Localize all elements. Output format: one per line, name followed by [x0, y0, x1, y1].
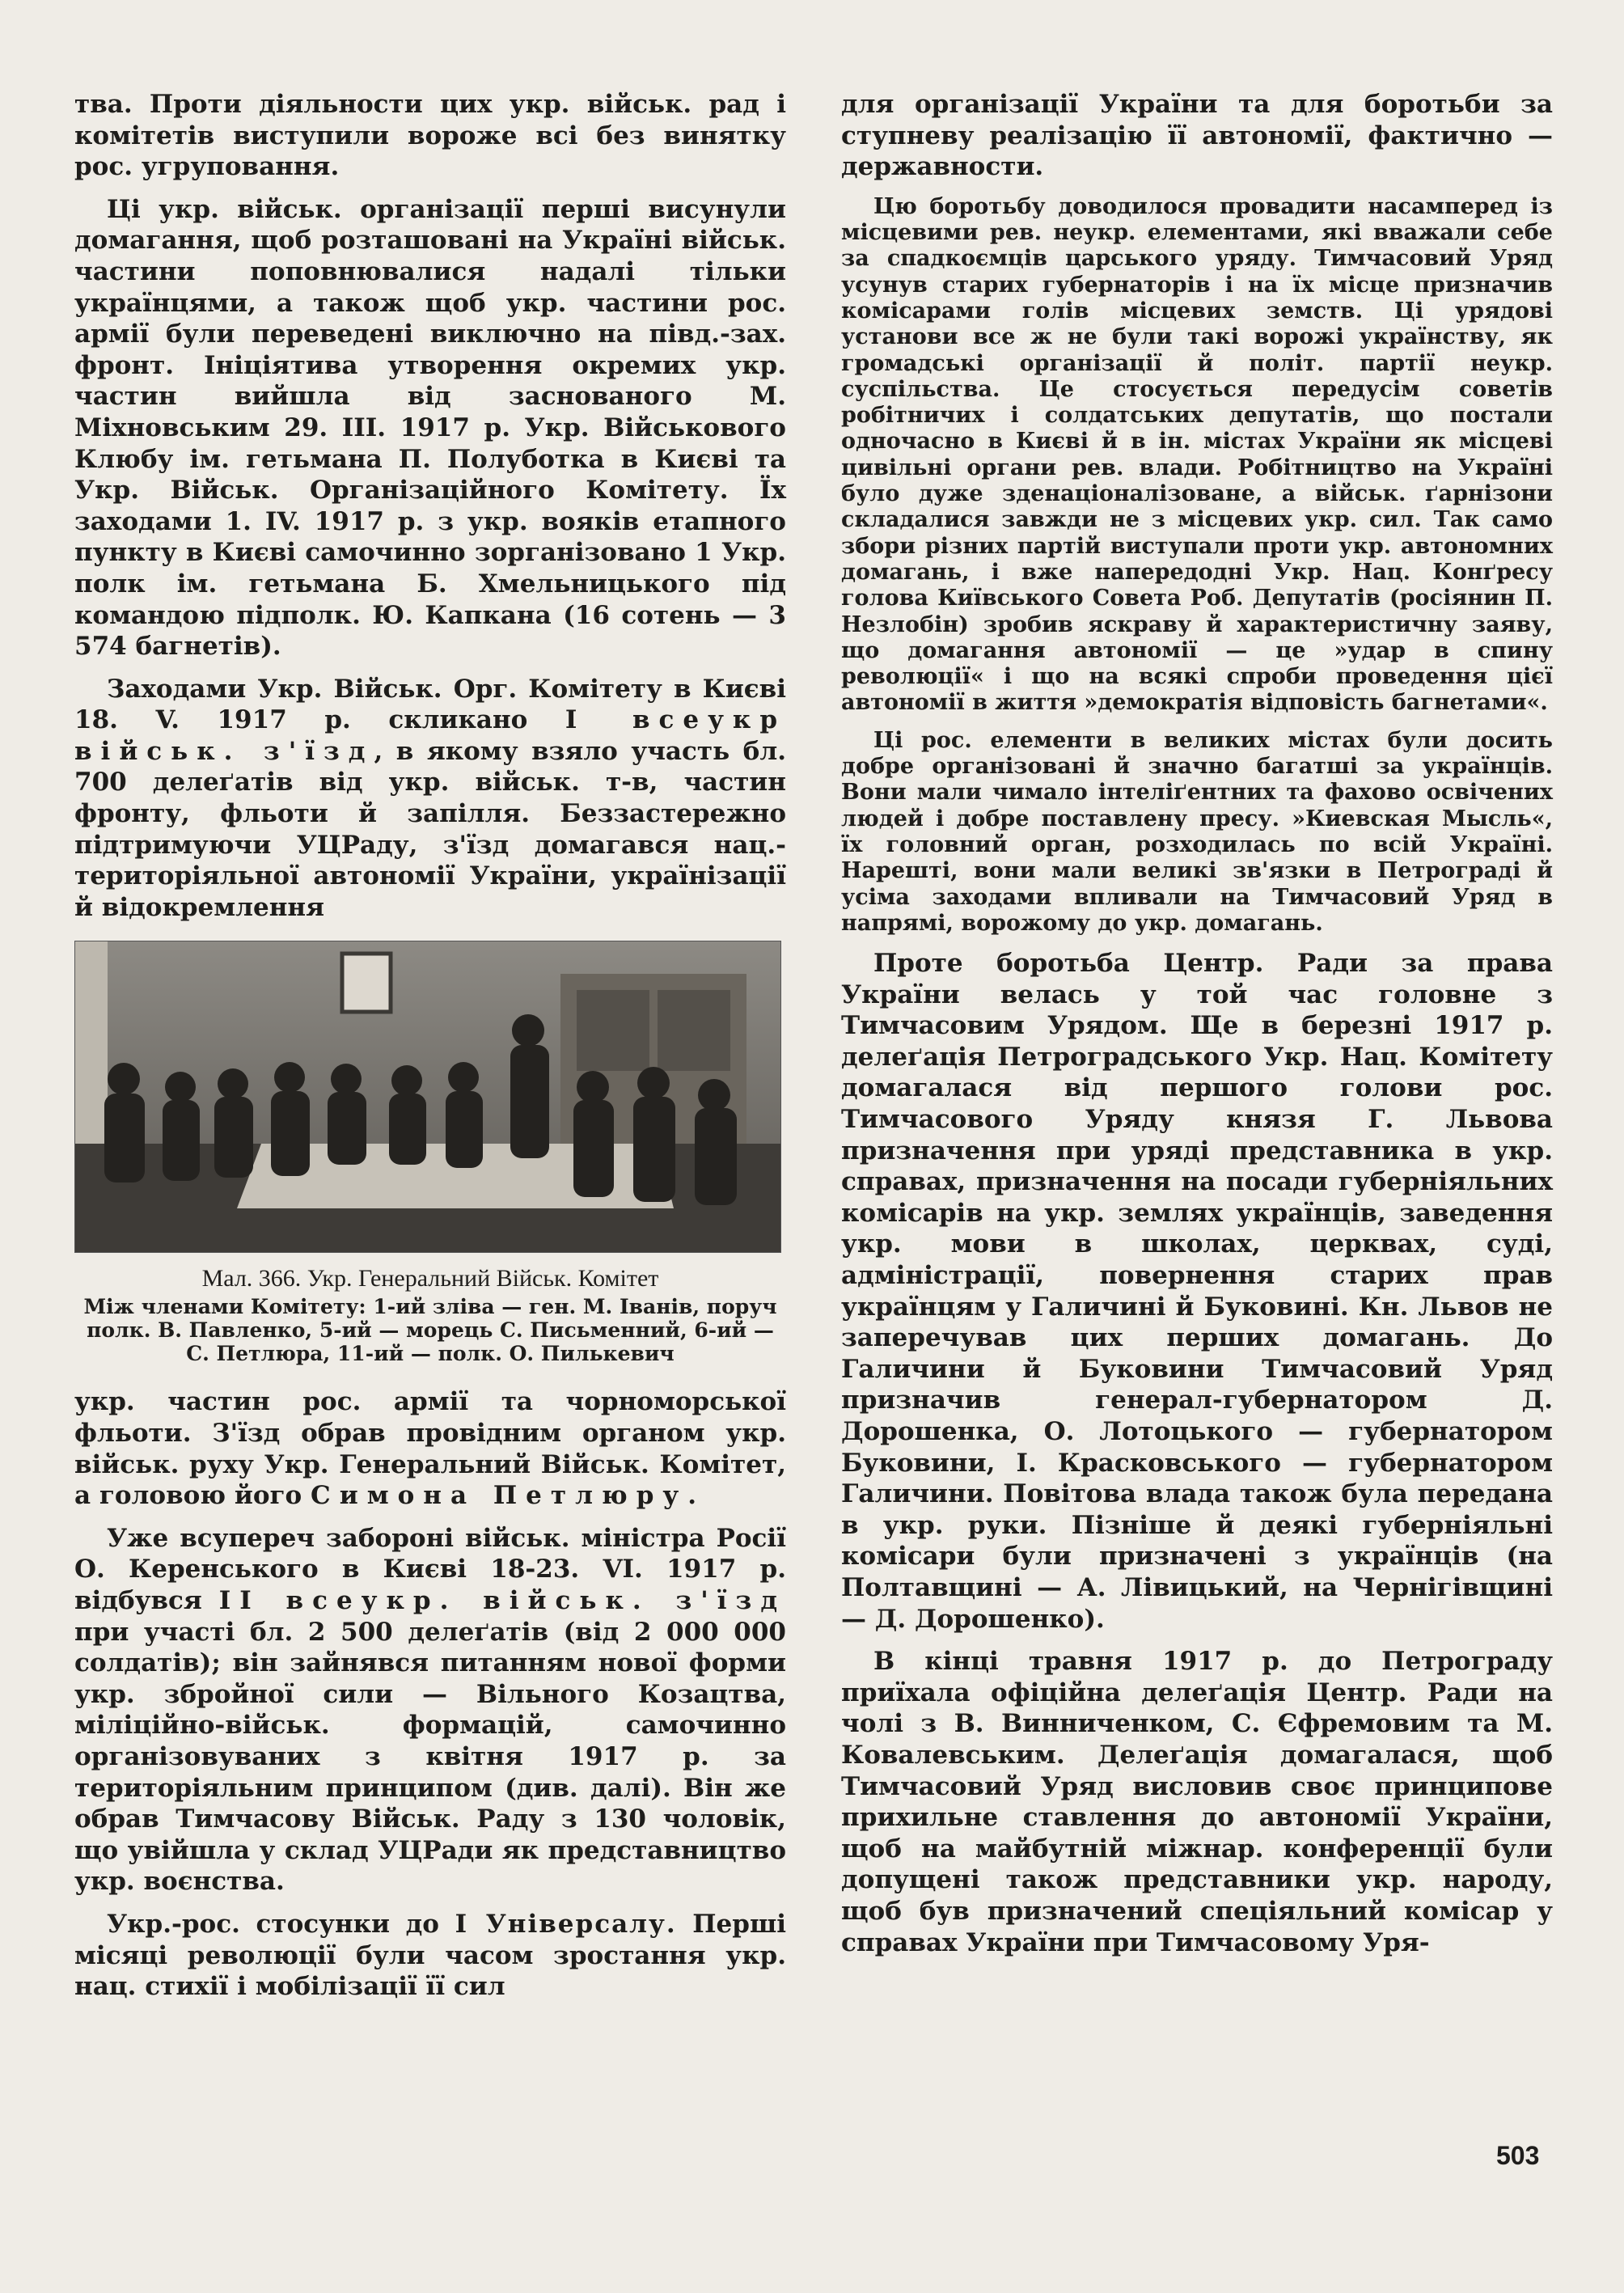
small-print-paragraph: Цю боротьбу доводилося провадити насамперед із місцевими рев. неукр. елементами, які вважали себе за спадкоємців царського уряду. Тимчасовий Уряд усунув старих губернаторів і на їх місце призначив комісарами голів місцевих земств. Ці урядові установи все ж не були такі ворожі українству, як громадські організації й політ. партії неукр. суспільства. Це стосується передусім советів робітничих і солдатських депутатів, що постали одночасно в Києві й в ін. містах України як місцеві цивільні органи рев. влади. Робітництво на Україні було дуже зденаціоналізоване, а військ. ґарнізони складалися завжди не з місцевих укр. сил. Так само збори різних партій виступали проти укр. автономних домагань, і вже напередодні Укр. Нац. Конґресу голова Київського Совета Роб. Депутатів (росіянин П. Незлобін) зробив яскраву й характеристичну заяву, що домагання автономії — це »удар в спину революції« і що на всякі спроби проведення цієї автономії в життя »демократія відповість багнетами«.	[841, 193, 1553, 716]
section-paragraph	[74, 1909, 786, 2003]
section-heading-term: I Універсалу.	[455, 1909, 677, 1939]
text-run: Заходами Укр. Військ. Орг. Комітету в Києві 18. V. 1917 р. скликано	[74, 674, 786, 735]
figure-caption	[74, 1264, 786, 1365]
text-run: при участі бл. 2 500 делеґатів (від 2 000 000 солдатів); він зайнявся питанням нової форми укр. збройної сили — Вільного Козацтва, міліційно-військ. формацій, самочинно організовуваних з квітня 1917 р. за територіяльним принципом (див. далі). Він же обрав Тимчасову Військ. Раду з 130 чоловік, що увійшла у склад УЦРади як представництво укр. воєнства.	[74, 1617, 786, 1897]
caption-text: Між членами Комітету: 1-ий зліва — ген. М. Іванів, поруч полк. В. Павленко, 5-ий — морець С. Письменний, 6-ий — С. Петлюра, 11-ий — полк. О. Пилькевич	[83, 1295, 777, 1366]
caption-title: Мал. 366. Укр. Генеральний Військ. Комітет	[201, 1265, 659, 1292]
spaced-term: II всеукр. військ. з'їзд	[218, 1586, 786, 1615]
paragraph: для організації України та для боротьби за ступневу реалізацію її автономії, фактично — державности.	[841, 90, 1553, 182]
paragraph: тва. Проти діяльности цих укр. військ. рад і комітетів виступили вороже всі без винятку рос. угруповання.	[74, 90, 786, 182]
paragraph	[74, 1523, 786, 1897]
small-print-paragraph: Ці рос. елементи в великих містах були досить добре організовані й значно багатші за українців. Вони мали чимало інтеліґентних та фахово освічених людей і добре поставлену пресу. »Киевская Мысль«, їх головний орган, розходилась по всій Україні. Нарешті, вони мали великі зв'язки в Петрограді й усіма заходами впливали на Тимчасовий Уряд в напрямі, ворожому до укр. домагань.	[841, 727, 1553, 936]
section-heading: Укр.-рос. стосунки до	[107, 1909, 439, 1939]
spaced-term: I всеукр військ. з'їзд	[74, 705, 787, 766]
right-column	[841, 89, 1553, 1958]
figure	[74, 941, 786, 1365]
left-column	[74, 89, 786, 2003]
text-run: .	[687, 1481, 697, 1511]
committee-photo	[74, 941, 781, 1253]
page-number: 503	[1496, 2141, 1540, 2170]
paragraph: В кінці травня 1917 р. до Петрограду приїхала офіційна делеґація Центр. Ради на чолі з В. Винниченком, С. Єфремовим та М. Ковалевським. Делеґація домагалася, щоб Тимчасовий Уряд висловив своє принципове прихильне ставлення до автономії України, щоб на майбутній міжнар. конференції були допущені також представники укр. народу, щоб був призначений спеціяльний комісар у справах України при Тимчасовому Уря-	[841, 1647, 1553, 1957]
paragraph	[74, 674, 786, 924]
paragraph: Ці укр. військ. організації перші висунули домагання, щоб розташовані на Україні військ. частини поповнювалися надалі тільки українцями, а також щоб укр. частини рос. армії були переведені виключно на півд.-зах. фронт. Ініціятива утворення окремих укр. частин вийшла від заснованого М. Міхновським 29. III. 1917 р. Укр. Військового Клюбу ім. гетьмана П. Полуботка в Києві та Укр. Військ. Організаційного Комітету. Їх заходами 1. IV. 1917 р. з укр. вояків етапного пункту в Києві самочинно зорганізовано 1 Укр. полк ім. гетьмана Б. Хмельницького під командою підполк. Ю. Капкана (16 сотень — 3 574 багнетів).	[74, 194, 786, 662]
text-run: , в якому взяло участь бл. 700 делеґатів від укр. військ. т-в, частин фронту, фльоти й запілля. Беззастережно підтримуючи УЦРаду, з'їзд домагався нац.-територіяльної автономії України, українізації й відокремлення	[74, 736, 786, 922]
text-run: Перші місяці революції були часом зростання укр. нац. стихії і мобілізації її сил	[74, 1909, 787, 2002]
text-run: Уже всупереч забороні військ. міністра Росії О. Керенського в Києві 18-23. VI. 1917 р. відбувся	[74, 1523, 786, 1615]
text-run: укр. частин рос. армії та чорноморської фльоти. З'їзд обрав провідним органом укр. військ. руху Укр. Генеральний Військ. Комітет, а головою його	[74, 1387, 786, 1511]
spaced-term: Симона Петлюру	[311, 1481, 688, 1511]
paragraph: Проте боротьба Центр. Ради за права України велась у той час головне з Тимчасовим Урядом. Ще в березні 1917 р. делеґація Петроградського Укр. Нац. Комітету домагалася від першого голови рос. Тимчасового Уряду князя Г. Львова призначення при уряді представника в укр. справах, призначення на посади губерніяльних комісарів на укр. землях українців, заведення укр. мови в школах, церквах, суді, адміністрації, повернення старих прав українцям у Галичині й Буковині. Кн. Львов не заперечував цих перших домагань. До Галичини й Буковини Тимчасовий Уряд призначив генерал-губернатором Д. Дорошенка, О. Лотоцького — губернатором Буковини, І. Красковського — губернатором Галичини. Повітова влада також була передана в укр. руки. Пізніше й деякі губерніяльні комісари були призначені з українців (на Полтавщині — А. Лівицький, на Чернігівщині — Д. Дорошенко).	[841, 949, 1553, 1634]
paragraph	[74, 1386, 786, 1511]
